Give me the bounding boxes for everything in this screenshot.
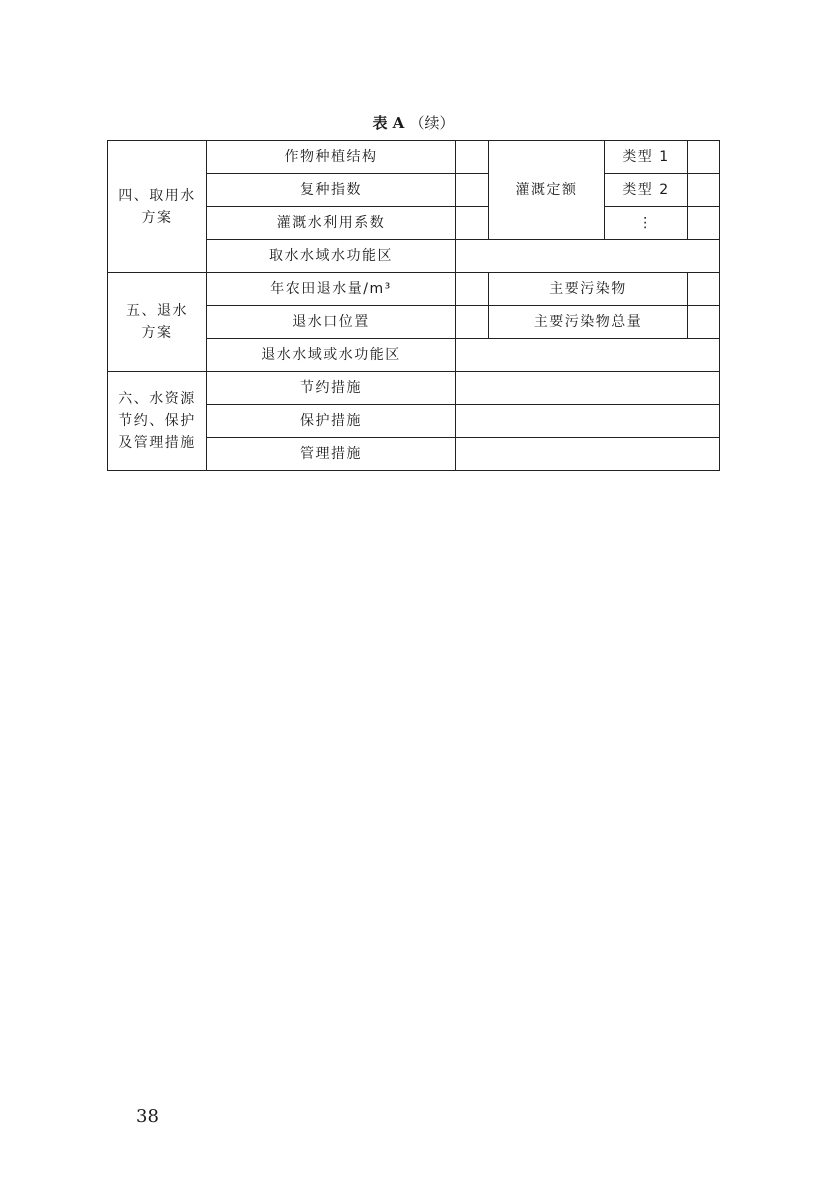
table-title xyxy=(0,112,827,133)
value-cell-outlet-location[interactable] xyxy=(456,306,489,339)
quota-type-1-label: 类型 1 xyxy=(605,141,688,174)
value-cell-multiple-cropping-index[interactable] xyxy=(456,174,489,207)
row-label-crop-structure: 作物种植结构 xyxy=(207,141,456,174)
vertical-ellipsis-icon: ⋮ xyxy=(605,207,688,240)
page-number: 38 xyxy=(136,1106,159,1127)
project-form-table xyxy=(107,140,720,471)
value-cell-saving-measures[interactable] xyxy=(456,372,720,405)
table-row xyxy=(108,372,720,405)
row-label-saving-measures: 节约措施 xyxy=(207,372,456,405)
value-cell-protection-measures[interactable] xyxy=(456,405,720,438)
value-cell-irrigation-efficiency[interactable] xyxy=(456,207,489,240)
value-cell-management-measures[interactable] xyxy=(456,438,720,471)
table-title-main: 表 A xyxy=(372,114,405,132)
row-label-multiple-cropping-index: 复种指数 xyxy=(207,174,456,207)
row-label-receiving-water-zone: 退水水域或水功能区 xyxy=(207,339,456,372)
value-cell-annual-drainage[interactable] xyxy=(456,273,489,306)
row-label-protection-measures: 保护措施 xyxy=(207,405,456,438)
section-label-conservation-measures: 六、水资源 节约、保护 及管理措施 xyxy=(108,372,207,471)
value-cell-quota-more[interactable] xyxy=(688,207,720,240)
table-row xyxy=(108,141,720,174)
value-cell-receiving-water-zone[interactable] xyxy=(456,339,720,372)
value-cell-crop-structure[interactable] xyxy=(456,141,489,174)
row-label-irrigation-efficiency: 灌溉水利用系数 xyxy=(207,207,456,240)
section-label-water-intake: 四、取用水 方案 xyxy=(108,141,207,273)
value-cell-pollutant-total[interactable] xyxy=(688,306,720,339)
pollutant-label: 主要污染物 xyxy=(489,273,688,306)
pollutant-total-label: 主要污染物总量 xyxy=(489,306,688,339)
irrigation-quota-label: 灌溉定额 xyxy=(489,141,605,240)
value-cell-pollutant[interactable] xyxy=(688,273,720,306)
table-row xyxy=(108,273,720,306)
row-label-annual-drainage: 年农田退水量/m³ xyxy=(207,273,456,306)
quota-type-2-label: 类型 2 xyxy=(605,174,688,207)
row-label-management-measures: 管理措施 xyxy=(207,438,456,471)
value-cell-quota-type-2[interactable] xyxy=(688,174,720,207)
value-cell-intake-water-zone[interactable] xyxy=(456,240,720,273)
row-label-outlet-location: 退水口位置 xyxy=(207,306,456,339)
table-title-continued: （续） xyxy=(409,114,455,132)
value-cell-quota-type-1[interactable] xyxy=(688,141,720,174)
row-label-intake-water-zone: 取水水域水功能区 xyxy=(207,240,456,273)
section-label-drainage: 五、退水 方案 xyxy=(108,273,207,372)
